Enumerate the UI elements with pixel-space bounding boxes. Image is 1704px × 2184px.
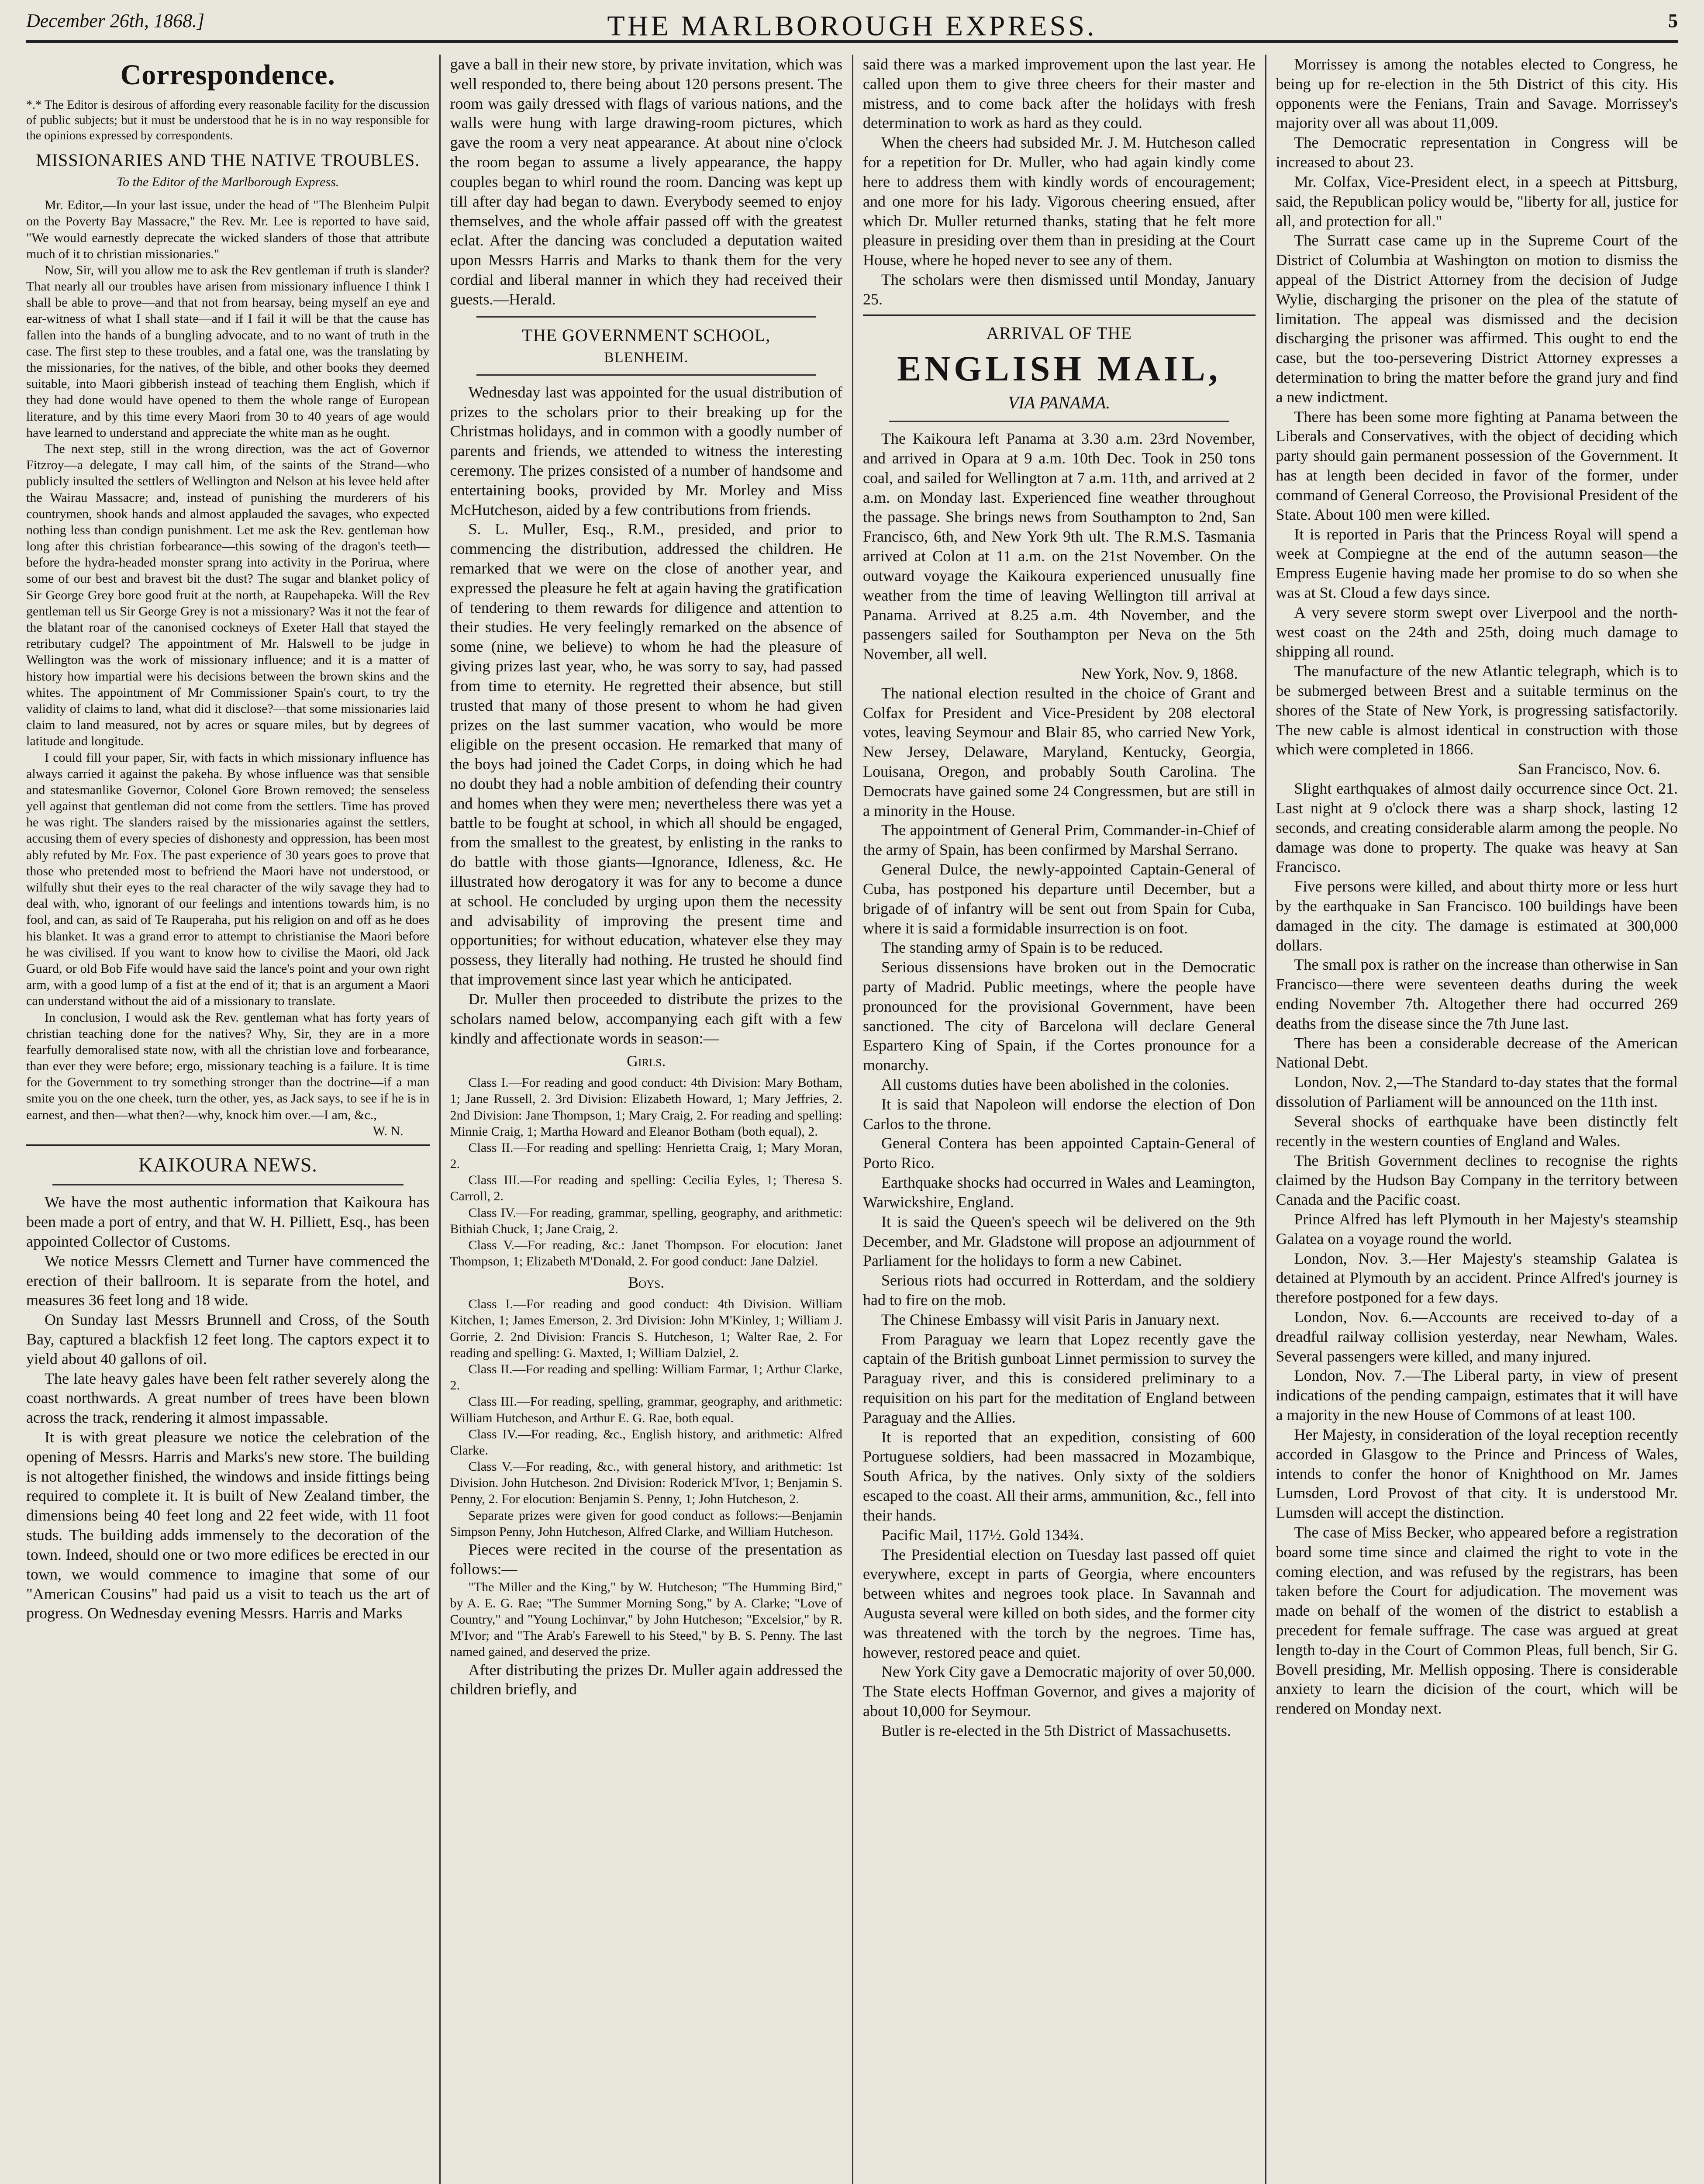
news-paragraph: The national election resulted in the choice of Grant and Colfax for President and Vice-President by 208 electoral votes, leaving Seymour and Blair 85, who carried New York, New Jersey, Delaware, Maryland, Kentucky, Georgia, Louisana, Oregon, and probably South Carolina. The Democrats have gained some 24 Congressmen, but are still in a minority in the House.	[863, 684, 1256, 819]
news-paragraph: London, Nov. 7.—The Liberal party, in view of present indications of the pending campaign, estimates that it will have a majority in the new House of Commons of at least 100.	[1276, 1367, 1678, 1424]
news-paragraph: The small pox is rather on the increase than otherwise in San Francisco—there were seventeen deaths during the week ending November 7th. Altogether there had occurred 269 deaths from the disease since the 7th June last.	[1276, 956, 1678, 1032]
news-paragraph: The manufacture of the new Atlantic telegraph, which is to be submerged between Brest and a suitable terminus on the shores of the State of New York, is progressing satisfactorily. The new cable is almost identical in construction with those which were completed in 1866.	[1276, 662, 1678, 758]
editor-note: *.* The Editor is desirous of affording every reasonable facility for the discussion of public subjects; but it must be understood that he is in no way responsible for the opinions expressed by correspondents.	[26, 98, 430, 143]
girls-heading: Girls.	[627, 1052, 666, 1070]
school-subheading: BLENHEIM.	[604, 349, 689, 366]
news-paragraph: London, Nov. 6.—Accounts are received to-day of a dreadful railway collision yesterday, near Newham, Wales. Several passengers were killed, and many injured.	[1276, 1308, 1678, 1365]
news-paragraph: The Surratt case came up in the Supreme Court of the District of Columbia at Washington on motion to dismiss the appeal of the District Attorney from the decision of Judge Wylie, discharging the prisoner on the plea of the statute of limitation. The appeal was dismissed and the decision discharging the prisoner was affirmed. This ought to end the case, but the too-persevering District Attorney expresses a determination to bring the matter before the grand jury and find a new indictment.	[1276, 232, 1678, 406]
news-paragraph: Mr. Colfax, Vice-President elect, in a speech at Pittsburg, said, the Republican policy would be, "liberty for all, justice for all, and protection for all."	[1276, 173, 1678, 230]
news-paragraph: Her Majesty, in consideration of the loyal reception recently accorded in Glasgow to the Prince and Princess of Wales, intends to confer the honor of Knighthood on Mr. James Lumsden, Lord Provost of that city. It is understood Mr. Lumsden will accept the distinction.	[1276, 1425, 1678, 1522]
sf-dateline: San Francisco, Nov. 6.	[1518, 760, 1660, 778]
letter-paragraph: The next step, still in the wrong direction, was the act of Governor Fitzroy—a delegate, I may call him, of the saints of the Strand—who publicly insulted the settlers of Wellington and Nelson at his levee held after the Wairau Massacre; and, instead of punishing the murderers of his countrymen, shook hands and almost applauded the savages, who expected nothing less than condign punishment. Let me ask the Rev. gentleman how long after this christian forbearance—this sowing of the dragon's teeth—before the hydra-headed monster sprang into activity in the Porirua, where some of our best and bravest bit the dust? The sugar and blanket policy of Sir George Grey bore good fruit at the north, at Raupehapeka. Will the Rev gentleman tell us Sir George Grey is not a missionary? Was it not the fear of the blatant roar of the canonised cockneys of Exeter Hall that stayed the retributary cudgel? The appointment of Mr. Halswell to be judge in Wellington was the work of missionary influence; and it is a matter of history how impartial were his decisions between the brown skins and the whites. The appointment of Mr Commissioner Spain's court, to try the validity of claims to land, what did it disclose?—that some missionaries laid claim to land measured, not by acres or square miles, but by degrees of latitude and longitude.	[26, 441, 430, 749]
mail-subheading: VIA PANAMA.	[1008, 393, 1111, 413]
news-paragraph: New York City gave a Democratic majority of over 50,000. The State elects Hoffman Governor, and gives a majority of about 10,000 for Seymour.	[863, 1663, 1256, 1720]
prize-list-item: Class II.—For reading and spelling: Henrietta Craig, 1; Mary Moran, 2.	[450, 1140, 842, 1171]
news-paragraph: London, Nov. 2,—The Standard to-day states that the formal dissolution of Parliament will be announced on the 11th inst.	[1276, 1073, 1678, 1111]
news-paragraph: Butler is re-elected in the 5th District of Massachusetts.	[881, 1721, 1231, 1739]
news-paragraph: There has been a considerable decrease of the American National Debt.	[1276, 1034, 1678, 1071]
news-paragraph: General Dulce, the newly-appointed Captain-General of Cuba, has postponed his departure until December, but a brigade of of infantry will be sent out from Spain for Cuba, where it is said a formidable insurrection is on foot.	[863, 860, 1256, 937]
news-paragraph: It is reported in Paris that the Princess Royal will spend a week at Compiegne at the end of the autumn season—the Empress Eugenie having made her promise to do so when she was at St. Cloud a few days since.	[1276, 525, 1678, 601]
news-paragraph: Several shocks of earthquake have been distinctly felt recently in the western counties of England and Wales.	[1276, 1112, 1678, 1150]
heading-rule	[476, 374, 817, 376]
section-rule	[26, 1144, 430, 1146]
heading-rule	[889, 421, 1229, 422]
news-paragraph: A very severe storm swept over Liverpool and the north-west coast on the 24th and 25th, doing much damage to shipping all round.	[1276, 603, 1678, 660]
news-paragraph: Pacific Mail, 117½. Gold 134¾.	[881, 1526, 1084, 1544]
prize-list-item: Class V.—For reading, &c.: Janet Thompson. For elocution: Janet Thompson, 1; Elizabeth M'Donald, 2. For good conduct: Jane Dalziel.	[450, 1238, 842, 1269]
issue-date: December 26th, 1868.]	[26, 10, 205, 31]
prize-list-item: Class IV.—For reading, grammar, spelling, geography, and arithmetic: Bithiah Chuck, 1; Jane Craig, 2.	[450, 1205, 842, 1236]
school-paragraph: Dr. Muller then proceeded to distribute the prizes to the scholars named below, accompanying each gift with a few kindly and affectionate words in season:—	[450, 990, 842, 1047]
school-paragraph: When the cheers had subsided Mr. J. M. Hutcheson called for a repetition for Dr. Muller, who had again kindly come here to address them with kindly words of encouragement; and one more for his lady. Vigorous cheering ensued, after which Dr. Muller returned thanks, stating that he felt more pleasure in presiding over them than in presiding at the Court House, where he hoped never to see any of them.	[863, 134, 1256, 269]
news-paragraph: From Paraguay we learn that Lopez recently gave the captain of the British gunboat Linnet permission to survey the Paraguay river, and this is considered preliminary to a requisition on his part for the meditation of England between Paraguay and the Allies.	[863, 1330, 1256, 1426]
heading-rule	[52, 1184, 404, 1185]
prize-list-item: Class I.—For reading and good conduct: 4th Division: Mary Botham, 1; Jane Russell, 2. 3rd Division: Elizabeth Howard, 1; Mary Jeffries, 2. 2nd Division: Jane Thompson, 1; Mary Craig, 2. For reading and spelling: Minnie Craig, 1; Martha Howard and Eleanor Botham (both equal), 2.	[450, 1075, 842, 1139]
mail-preheading: ARRIVAL OF THE	[986, 323, 1132, 343]
school-paragraph: Pieces were recited in the course of the presentation as follows:—	[450, 1541, 842, 1578]
news-paragraph: The appointment of General Prim, Commander-in-Chief of the army of Spain, has been confirmed by Marshal Serrano.	[863, 821, 1256, 859]
news-paragraph: All customs duties have been abolished in the colonies.	[881, 1076, 1229, 1094]
news-paragraph: It is said that Napoleon will endorse the election of Don Carlos to the throne.	[863, 1095, 1256, 1133]
columns	[26, 55, 1678, 2184]
newspaper-title: THE MARLBOROUGH EXPRESS.	[607, 10, 1097, 42]
news-paragraph: Serious riots had occurred in Rotterdam, and the soldiery had to fire on the mob.	[863, 1272, 1256, 1309]
prize-list-item: Separate prizes were given for good conduct as follows:—Benjamin Simpson Penny, John Hutcheson, Alfred Clarke, and William Hutcheson.	[450, 1508, 842, 1539]
news-paragraph: The British Government declines to recognise the rights claimed by the Hudson Bay Company in the territory between Canada and the Pacific coast.	[1276, 1151, 1678, 1209]
column-1	[26, 55, 439, 2184]
prize-list-item: Class I.—For reading and good conduct: 4th Division. William Kitchen, 1; James Emerson, 2. 3rd Division: John M'Kinley, 1; William J. Gorrie, 2. 2nd Division: Francis S. Hutcheson, 1; Walter Rae, 2. For reading and spelling: G. Maxted, 1; William Dalziel, 2.	[450, 1297, 842, 1360]
news-paragraph: Five persons were killed, and about thirty more or less hurt by the earthquake in San Francisco. 100 buildings have been damaged in the city. The damage is estimated at 300,000 dollars.	[1276, 878, 1678, 954]
prize-list-item: Class IV.—For reading, &c., English history, and arithmetic: Alfred Clarke.	[450, 1427, 842, 1458]
news-paragraph: The Chinese Embassy will visit Paris in January next.	[881, 1310, 1220, 1328]
continued-paragraph: said there was a marked improvement upon the last year. He called upon them to give three cheers for their master and mistress, and to come back after the holidays with fresh determination to work as hard as they could.	[863, 55, 1256, 132]
prize-list-item: Class III.—For reading and spelling: Cecilia Eyles, 1; Theresa S. Carroll, 2.	[450, 1173, 842, 1204]
kaikoura-heading: KAIKOURA NEWS.	[138, 1154, 317, 1176]
news-paragraph: The case of Miss Becker, who appeared before a registration board some time since and claimed the right to vote in the coming election, and was refused by the registrars, has been taken before the Court for adjudication. The movement was made on behalf of the women of the district to establish a precedent for female suffrage. The case was argued at great length to-day in the Court of Common Pleas, full bench, Sir G. Bovell presiding, Mr. Mellish opposing. There is considerable anxiety to learn the dicision of the court, which will be rendered on Monday next.	[1276, 1523, 1678, 1717]
news-paragraph: Morrissey is among the notables elected to Congress, he being up for re-election in the 5th District of this city. His opponents were the Fenians, Train and Savage. Morrissey's majority over all was about 11,009.	[1276, 55, 1678, 132]
school-paragraph: Wednesday last was appointed for the usual distribution of prizes to the scholars prior to their breaking up for the Christmas holidays, and in common with a goodly number of parents and friends, we attended to witness the interesting ceremony. The prizes consisted of a number of handsome and entertaining books, provided by Mr. Morley and Miss McHutcheson, aided by a few contributions from friends.	[450, 383, 842, 518]
news-paragraph: Slight earthquakes of almost daily occurrence since Oct. 21. Last night at 9 o'clock there was a sharp shock, lasting 12 seconds, and creating considerable alarm among the people. No damage was done to property. The quake was heavy at San Francisco.	[1276, 780, 1678, 876]
school-paragraph: S. L. Muller, Esq., R.M., presided, and prior to commencing the distribution, addressed the children. He remarked that we were on the close of another year, and expressed the pleasure he felt at again having the gratification of tendering to them rewards for diligence and attention to their studies. He very feelingly remarked on the absence of some (nine, we believe) to whom he had the pleasure of giving prizes last year, who, he was sorry to say, had passed from time to eternity. He regretted their absence, but still trusted that many of those present to whom he had given prizes on the last summer vacation, who would be more eligible on the present occasion. He remarked that many of the boys had joined the Cadet Corps, in doing which he had no doubt they had a noble ambition of defending their country and homes when they were men; nevertheless there was yet a battle to be fought at school, in which all should be engaged, from the smallest to the greatest, by enlisting in the ranks to do battle with those giants—Ignorance, Idleness, &c. He illustrated how derogatory it was for any to become a dunce at school. He concluded by urging upon them the necessity and advisability of improving the present time and opportunities; for without education, whatever else they may possess, they literally had nothing. He trusted he should find that improvement since last year which he anticipated.	[450, 520, 842, 988]
section-rule	[863, 314, 1256, 316]
school-heading: THE GOVERNMENT SCHOOL,	[522, 325, 771, 345]
column-3	[852, 55, 1265, 2184]
school-paragraph: The scholars were then dismissed until Monday, January 25.	[863, 270, 1256, 308]
prize-list-item: Class III.—For reading, spelling, grammar, geography, and arithmetic: William Hutcheson, and Arthur E. G. Rae, both equal.	[450, 1394, 842, 1425]
letter-addressee: To the Editor of the Marlborough Express.	[117, 174, 339, 189]
kaikoura-paragraph: We have the most authentic information that Kaikoura has been made a port of entry, and that W. H. Pilliett, Esq., has been appointed Collector of Customs.	[26, 1193, 430, 1250]
continued-paragraph: gave a ball in their new store, by private invitation, which was well responded to, there being about 120 persons present. The room was gaily dressed with flags of various nations, and the walls were hung with large drawing-room pictures, which gave the room a very neat appearance. At about nine o'clock the room began to assume a lively appearance, the happy couples began to whirl round the room. Dancing was kept up till after day had began to dawn. Everybody seemed to enjoy themselves, and the whole affair passed off with the greatest eclat. After the dancing was concluded a deputation waited upon Messrs Harris and Marks to thank them for the very cordial and liberal manner in which they had received their guests.—Herald.	[450, 55, 842, 308]
boys-heading: Boys.	[628, 1274, 665, 1292]
mail-heading: ENGLISH MAIL,	[897, 349, 1221, 389]
kaikoura-paragraph: We notice Messrs Clemett and Turner have commenced the erection of their ballroom. It is separate from the hotel, and measures 36 feet long and 18 wide.	[26, 1252, 430, 1309]
letter-title: MISSIONARIES AND THE NATIVE TROUBLES.	[36, 150, 420, 170]
prize-list-item: Class II.—For reading and spelling: William Farmar, 1; Arthur Clarke, 2.	[450, 1362, 842, 1393]
letter-paragraph: In conclusion, I would ask the Rev. gentleman what has forty years of christian teaching done for the natives? Why, Sir, they are in a more fearfully demoralised state now, with all the christian love and forbearance, than ever they were before; ergo, missionary teaching is a failure. It is time for the Government to try something stronger than the doctrine—if a man smite you on the one cheek, turn the other, yes, as Jack says, to see if he is in earnest, and then—what then?—why, knock him over.—I am, &c.,	[26, 1010, 430, 1122]
letter-paragraph: I could fill your paper, Sir, with facts in which missionary influence has always carried it against the pakeha. By whose influence was that sensible and statesmanlike Governor, Colonel Gore Brown removed; the senseless yell against that gentleman did not come from the settlers. Time has proved he was right. The slanders raised by the missionaries against the settlers, accusing them of every species of dishonesty and oppression, has been most ably refuted by Mr. Fox. The past experience of 30 years goes to prove that those who pretended most to befriend the Maori have not understood, or wilfully shut their eyes to the real character of the wily savage they had to deal with, who, ignorant of our feelings and intentions towards him, is no fool, and can, as said of Te Rauperaha, put his religion on and off as he does his blanket. It was a grand error to attempt to christianise the Maori before he was civilised. If you want to know how to civilise the Maori, old Jack Guard, or old Bob Fife would have said the lance's point and your own right arm, with a good lump of a fist at the end of it; that is an argument a Maori can understand without the aid of a missionary to translate.	[26, 750, 430, 1009]
news-paragraph: There has been some more fighting at Panama between the Liberals and Conservatives, with the object of deciding which party should gain permanent possession of the Government. It has at length been decided in favor of the former, under command of General Correoso, the Provisional President of the State. About 100 men were killed.	[1276, 408, 1678, 523]
news-paragraph: It is reported that an expedition, consisting of 600 Portuguese soldiers, had been massacred in Mozambique, South Africa, by the natives. Only sixty of the soldiers escaped to the coast. All their arms, ammunition, &c., fell into their hands.	[863, 1428, 1256, 1524]
news-paragraph: Prince Alfred has left Plymouth in her Majesty's steamship Galatea on a voyage round the world.	[1276, 1210, 1678, 1248]
mail-paragraph: The Kaikoura left Panama at 3.30 a.m. 23rd November, and arrived in Opara at 9 a.m. 10th Dec. Took in 250 tons coal, and sailed for Wellington at 7 a.m. 11th, and arrived at 2 a.m. on Monday last. Experienced fine weather throughout the passage. She brings news from Southampton to 2nd, San Francisco, 6th, and New York 9th ult. The R.M.S. Tasmania arrived at Colon at 11 a.m. on the 21st November. On the outward voyage the Kaikoura experienced unusually fine weather from the time of leaving Wellington till arrival at Panama. Arrived at 8.25 a.m. 4th November, and the passengers sailed for Southampton per Neva on the 5th November, all well.	[863, 430, 1256, 663]
kaikoura-paragraph: The late heavy gales have been felt rather severely along the coast northwards. A great number of trees have been blown across the track, rendering it almost impassable.	[26, 1369, 430, 1427]
school-paragraph: After distributing the prizes Dr. Muller again addressed the children briefly, and	[450, 1661, 842, 1698]
masthead	[26, 10, 1678, 43]
letter-signature: W. N.	[373, 1123, 404, 1138]
news-paragraph: It is said the Queen's speech wil be delivered on the 9th December, and Mr. Gladstone will propose an adjournment of Parliament for the holidays to form a new Cabinet.	[863, 1213, 1256, 1270]
recitation-list: "The Miller and the King," by W. Hutcheson; "The Humming Bird," by A. E. G. Rae; "The Summer Morning Song," by A. Clarke; "Love of Country," and "Young Lochinvar," by John Hutcheson; "Excelsior," by R. M'Ivor; and "The Arab's Farewell to his Steed," by B. S. Penny. The last named gained, and deserved the prize.	[450, 1579, 842, 1659]
news-paragraph: The Presidential election on Tuesday last passed off quiet everywhere, except in parts of Georgia, where encounters between whites and negroes took place. In Savannah and Augusta several were killed on both sides, and the former city was threatened with the torch by the negroes. Time has, however, restored peace and quiet.	[863, 1545, 1256, 1661]
kaikoura-paragraph: On Sunday last Messrs Brunnell and Cross, of the South Bay, captured a blackfish 12 feet long. The captors expect it to yield about 40 gallons of oil.	[26, 1311, 430, 1368]
news-paragraph: General Contera has been appointed Captain-General of Porto Rico.	[863, 1134, 1256, 1172]
kaikoura-paragraph: It is with great pleasure we notice the celebration of the opening of Messrs. Harris and Marks's new store. The building is not altogether finished, the windows and inside fittings being required to complete it. It is built of New Zealand timber, the dimensions being 40 feet long and 22 feet wide, with 11 foot studs. The building adds immensely to the decoration of the town. Indeed, should one or two more edifices be erected in our town, we would commence to imagine that some of our "American Cousins" had paid us a visit to teach us the art of progress. On Wednesday evening Messrs. Harris and Marks	[26, 1428, 430, 1622]
column-4	[1265, 55, 1678, 2184]
letter-paragraph: Mr. Editor,—In your last issue, under the head of "The Blenheim Pulpit on the Poverty Bay Massacre," the Rev. Mr. Lee is reported to have said, "We would earnestly deprecate the wicked slanders of those that attribute much of it to christian missionaries."	[26, 198, 430, 261]
correspondence-heading: Correspondence.	[120, 59, 335, 91]
prize-list-item: Class V.—For reading, &c., with general history, and arithmetic: 1st Division. John Hutcheson. 2nd Division: Roderick M'Ivor, 1; Benjamin S. Penny, 2. For elocution: Benjamin S. Penny, 1; John Hutcheson, 2.	[450, 1459, 842, 1507]
ny-dateline: New York, Nov. 9, 1868.	[1081, 664, 1238, 682]
page-number: 5	[1668, 10, 1678, 31]
news-paragraph: Earthquake shocks had occurred in Wales and Leamington, Warwickshire, England.	[863, 1174, 1256, 1211]
letter-paragraph: Now, Sir, will you allow me to ask the Rev gentleman if truth is slander? That nearly all our troubles have arisen from missionary influence I think I shall be able to prove—and that not from hearsay, being myself an eye and ear-witness of what I shall state—and if I fail it will be that the cause has fallen into the hands of a bungling advocate, and to no want of truth in the case. The first step to these troubles, and a fatal one, was the translating by the missionaries, for the natives, of the bible, and other books they deemed suitable, into Maori gibberish instead of teaching them English, which if they had done would have opened to them the whole range of European literature, and by this time every Maori from 30 to 40 years of age would have learned to understand and appreciate the white man as he ought.	[26, 263, 430, 440]
section-rule	[476, 316, 817, 318]
column-2	[439, 55, 852, 2184]
news-paragraph: The Democratic representation in Congress will be increased to about 23.	[1276, 134, 1678, 171]
news-paragraph: Serious dissensions have broken out in the Democratic party of Madrid. Public meetings, where the people have pronounced for the provisional Government, have been sanctioned. The city of Barcelona will declare General Espartero King of Spain, if the Cortes pronounce for a monarchy.	[863, 958, 1256, 1074]
news-paragraph: London, Nov. 3.—Her Majesty's steamship Galatea is detained at Plymouth by an accident. Prince Alfred's journey is therefore postponed for a few days.	[1276, 1249, 1678, 1306]
news-paragraph: The standing army of Spain is to be reduced.	[881, 939, 1163, 957]
